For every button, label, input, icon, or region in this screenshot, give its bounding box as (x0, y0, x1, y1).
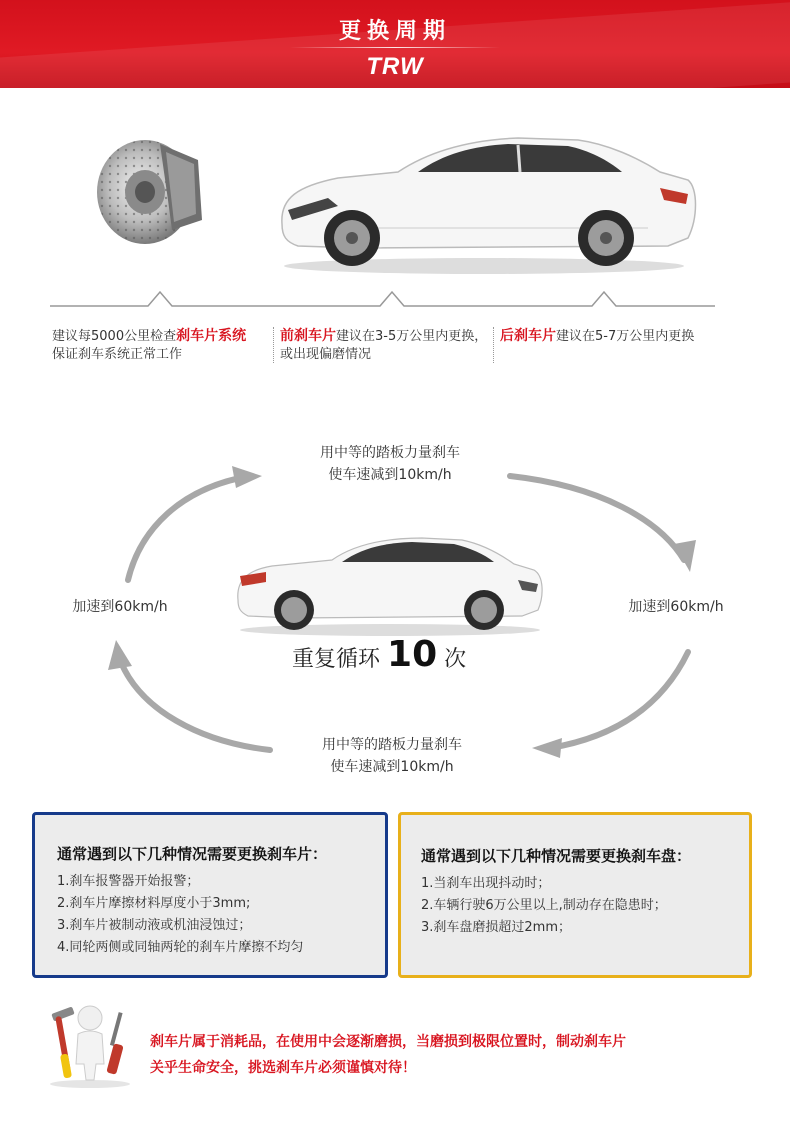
brake-disc-box (398, 812, 752, 978)
list-item: 1.当刹车出现抖动时； (421, 876, 551, 891)
list-item: 1.刹车报警器开始报警； (57, 874, 200, 889)
cycle-top-label (270, 442, 510, 486)
brake-disc-title: 通常遇到以下几种情况需要更换刹车盘： (421, 847, 692, 865)
brake-disc-image (90, 130, 210, 250)
car-image-middle (232, 530, 548, 636)
list-item: 2.刹车片摩擦材料厚度小于3mm; (57, 896, 251, 911)
timeline-highlight: 前刹车片 (280, 328, 336, 344)
note-line: 关乎生命安全，挑选刹车片必须谨慎对待！ (150, 1060, 416, 1076)
timeline-text: 保证刹车系统正常工作 (52, 347, 183, 362)
page-title: 更换周期 (338, 19, 451, 44)
timeline-item-inspect (52, 327, 268, 364)
cycle-line: 使车速减到10km/h (330, 759, 454, 775)
timeline-highlight: 后刹车片 (500, 328, 556, 344)
cycle-line: 用中等的踏板力量刹车 (322, 737, 462, 753)
repeat-count: 10 (387, 634, 438, 675)
trw-logo: TRW (366, 53, 424, 80)
repeat-cycle-text (292, 634, 512, 675)
list-item: 3.刹车片被制动液或机油浸蚀过； (57, 918, 252, 933)
warning-note (150, 1029, 760, 1081)
list-item: 4.同轮两侧或同轴两轮的刹车片摩擦不均匀 (57, 940, 304, 955)
timeline-line (50, 288, 720, 312)
cycle-left-label: 加速到60km/h (72, 599, 168, 615)
brake-pads-title: 通常遇到以下几种情况需要更换刹车片： (57, 845, 328, 863)
cycle-line: 使车速减到10km/h (328, 467, 452, 483)
list-item: 2.车辆行驶6万公里以上,制动存在隐患时； (421, 898, 667, 913)
cycle-bottom-label (272, 734, 512, 778)
brake-disc-list (421, 873, 667, 939)
cycle-right-label: 加速到60km/h (628, 599, 724, 615)
header-divider (290, 47, 500, 48)
cycle-line: 用中等的踏板力量刹车 (320, 445, 460, 461)
list-item: 3.刹车盘磨损超过2mm； (421, 920, 572, 935)
car-image-top (268, 128, 700, 276)
timeline-item-front-pads (280, 327, 490, 364)
timeline-item-rear-pads (500, 327, 730, 346)
note-line: 刹车片属于消耗品，在使用中会逐渐磨损，当磨损到极限位置时，制动刹车片 (150, 1034, 626, 1050)
brake-pads-box (32, 812, 388, 978)
timeline-separator (493, 327, 495, 363)
brake-pads-list (57, 871, 303, 959)
repeat-prefix: 重复循环 (292, 647, 381, 672)
repeat-suffix: 次 (444, 647, 467, 672)
timeline-text: 建议在3-5万公里内更换，或出现偏磨情况 (280, 329, 488, 362)
timeline-separator (273, 327, 275, 363)
timeline-highlight: 刹车片系统 (176, 328, 247, 344)
timeline-text: 建议每5000公里检查 (52, 329, 177, 344)
tool-man-icon (40, 1000, 140, 1088)
timeline-text: 建议在5-7万公里内更换 (556, 329, 695, 344)
